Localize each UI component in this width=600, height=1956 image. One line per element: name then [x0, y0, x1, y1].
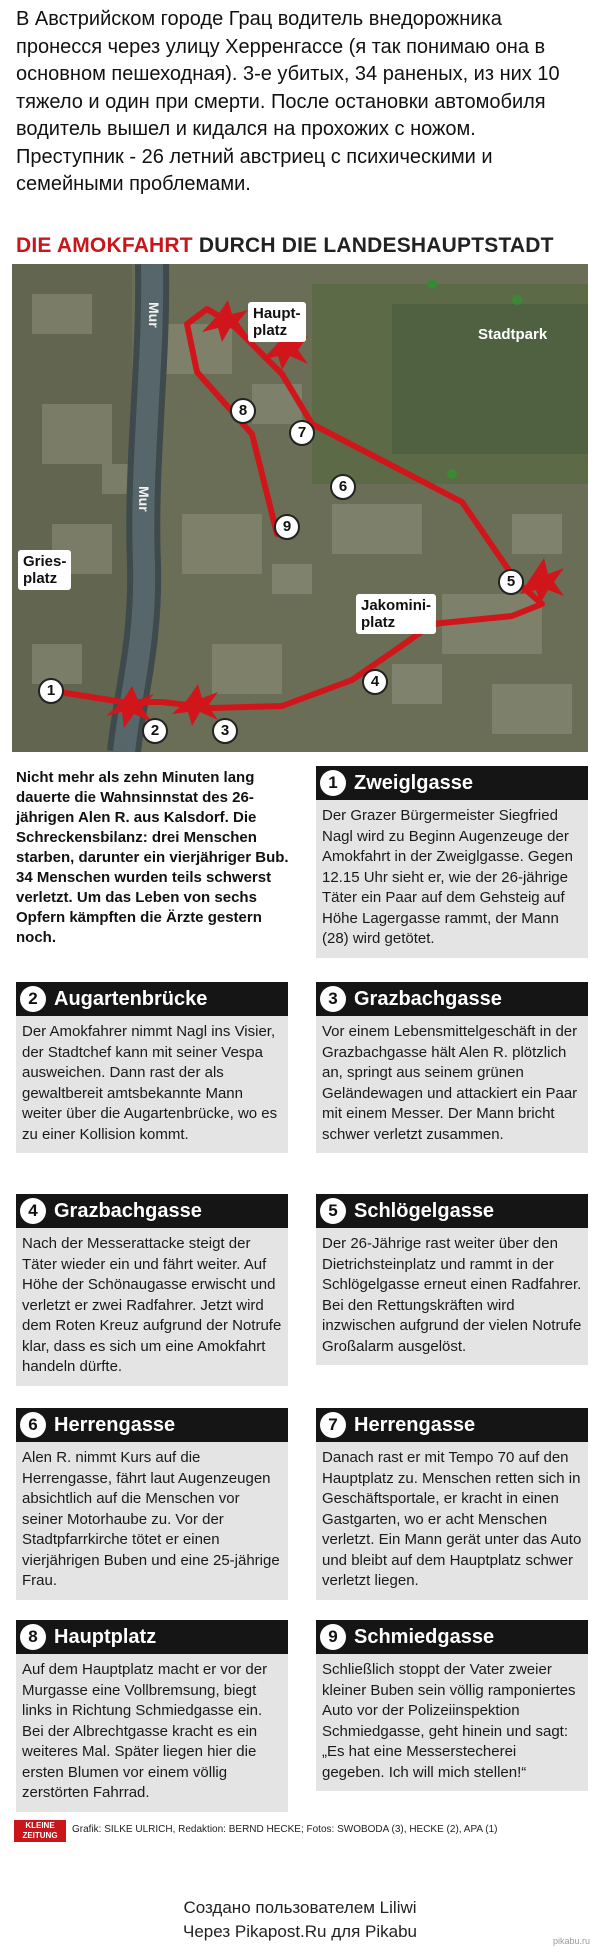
event-title: Augartenbrücke — [54, 988, 208, 1010]
event-box-5 — [316, 1194, 588, 1365]
event-number-badge: 7 — [320, 1412, 346, 1438]
route-map — [12, 264, 588, 752]
event-text: Der Grazer Bürgermeister Siegfried Nagl wird zu Beginn Augenzeuge der Amokfahrt in der Zweiglgasse. Gegen 12.15 Uhr sieht er, wie der 26-jährige Täter ein Paar auf dem Gehsteig auf Höhe Lagergasse rammt, der Mann (28) wird getötet. — [322, 807, 573, 947]
event-box-header — [316, 766, 588, 800]
event-box-header — [16, 982, 288, 1016]
event-box-7 — [316, 1408, 588, 1600]
event-title: Grazbachgasse — [354, 988, 502, 1010]
event-box-header — [16, 1194, 288, 1228]
map-label-griesplatz: Gries- platz — [18, 550, 71, 590]
event-box-header — [16, 1620, 288, 1654]
event-text: Vor einem Lebensmittelgeschäft in der Grazbachgasse hält Alen R. plötzlich an, springt aus seinem grünen Geländewagen und attackiert ein Paar mit einem Messer. Der Mann bricht schwer verletzt zusammen. — [322, 1023, 578, 1143]
event-number-badge: 4 — [20, 1198, 46, 1224]
event-box-3 — [316, 982, 588, 1153]
event-box-8 — [16, 1620, 288, 1812]
river-label-mur-top: Mur — [146, 302, 162, 328]
event-number-badge: 8 — [20, 1624, 46, 1650]
event-number-badge: 2 — [20, 986, 46, 1012]
event-number-badge: 3 — [320, 986, 346, 1012]
credits-text: Grafik: SILKE ULRICH, Redaktion: BERND HECKE; Fotos: SWOBODA (3), HECKE (2), APA (1) — [72, 1824, 498, 1835]
footer-source: Через Pikapost.Ru для Pikabu — [183, 1922, 417, 1941]
event-box-4 — [16, 1194, 288, 1386]
map-stop-8: 8 — [230, 398, 256, 424]
event-text: Nach der Messerattacke steigt der Täter wieder ein und fährt weiter. Auf Höhe der Schönaugasse erwischt und verletzt er zwei Radfahrer. Jetzt wird dem Roten Kreuz aufgrund der Notrufe klar, dass es sich um eine Amokfahrt handeln dürfte. — [22, 1235, 282, 1375]
headline-part1: DIE AMOKFAHRT — [16, 234, 193, 257]
river-label-mur-mid: Mur — [136, 486, 152, 512]
map-stop-9: 9 — [274, 514, 300, 540]
event-box-9 — [316, 1620, 588, 1791]
event-title: Herrengasse — [354, 1414, 476, 1436]
map-label-jakominiplatz: Jakomini- platz — [356, 594, 436, 634]
event-text: Alen R. nimmt Kurs auf die Herrengasse, fährt laut Augenzeugen absichtlich auf die Menschen vor seiner Motorhaube zu. Vor der Stadtpfarrkirche tötet er einen vierjährigen Buben und eine 25-jährige Frau. — [22, 1449, 280, 1589]
kleine-zeitung-logo — [14, 1820, 66, 1842]
map-stop-4: 4 — [362, 669, 388, 695]
logo-line1: KLEINE — [25, 1821, 55, 1830]
map-label-stadtpark: Stadtpark — [478, 326, 548, 343]
event-title: Herrengasse — [54, 1414, 176, 1436]
event-title: Schlögelgasse — [354, 1200, 495, 1222]
event-box-header — [316, 1620, 588, 1654]
infographic — [12, 232, 588, 1842]
credits-bar — [12, 1820, 588, 1842]
event-box-2 — [16, 982, 288, 1153]
map-stop-7: 7 — [289, 420, 315, 446]
map-label-hauptplatz: Haupt- platz — [248, 302, 306, 342]
footer-author: Создано пользователем Liliwi — [183, 1898, 417, 1917]
event-text: Der 26-Jährige rast weiter über den Dietrichsteinplatz und rammt in der Schlögelgasse erneut einen Radfahrer. Bei den Rettungskräften wird inzwischen aufgrund der vielen Notrufe Großalarm ausgelöst. — [322, 1235, 582, 1355]
intro-paragraph: В Австрийском городе Грац водитель внедорожника пронесся через улицу Херренгассе (я так понимаю она в основном пешеходная). 3-е убитых, 34 раненых, из них 10 тяжело и один при смерти. После остановки автомобиля водитель вышел и кидался на прохожих с ножом. Преступник - 26 летний австриец с психическими и семейными проблемами. — [16, 8, 560, 195]
event-number-badge: 5 — [320, 1198, 346, 1224]
event-number-badge: 1 — [320, 770, 346, 796]
event-box-1 — [316, 766, 588, 958]
event-title: Schmiedgasse — [354, 1626, 495, 1648]
map-stop-6: 6 — [330, 474, 356, 500]
headline-part2: DURCH DIE LANDESHAUPTSTADT — [198, 234, 554, 257]
event-text: Der Amokfahrer nimmt Nagl ins Visier, der Stadtchef kann mit seiner Vespa ausweichen. Dann rast der als gewaltbereit amtsbekannte Mann weiter über die Augartenbrücke, wo es zu einer Kollision kommt. — [22, 1023, 278, 1143]
map-stop-3: 3 — [212, 718, 238, 744]
event-text: Auf dem Hauptplatz macht er vor der Murgasse eine Vollbremsung, biegt links in Richtung Schmiedgasse ein. Bei der Albrechtgasse kracht es ein weiteres Mal. Später liegen hier die ersten Blumen vor einem völlig zerstörten Fahrrad. — [22, 1661, 268, 1801]
infographic-headline — [16, 234, 554, 258]
event-box-6 — [16, 1408, 288, 1600]
logo-line2: ZEITUNG — [22, 1831, 58, 1840]
event-box-header — [316, 1408, 588, 1442]
event-box-header — [316, 1194, 588, 1228]
map-stop-1: 1 — [38, 678, 64, 704]
event-text: Danach rast er mit Tempo 70 auf den Hauptplatz zu. Menschen retten sich in Geschäftsportale, er kracht in einen Gastgarten, wo er acht Menschen verletzt. Ein Mann gerät unter das Auto und bleibt auf dem Hauptplatz schwer verletzt liegen. — [322, 1449, 582, 1589]
event-title: Zweiglgasse — [354, 772, 473, 794]
event-box-header — [16, 1408, 288, 1442]
event-number-badge: 6 — [20, 1412, 46, 1438]
event-box-header — [316, 982, 588, 1016]
event-title: Hauptplatz — [54, 1626, 157, 1648]
event-title: Grazbachgasse — [54, 1200, 202, 1222]
event-text: Schließlich stoppt der Vater zweier kleiner Buben sein völlig ramponiertes Auto vor der Polizeiinspektion Schmiedgasse, geht hinein und sagt: „Es hat eine Messerstecherei gegeben. Ich will mich stellen!“ — [322, 1661, 576, 1781]
event-number-badge: 9 — [320, 1624, 346, 1650]
lead-paragraph: Nicht mehr als zehn Minuten lang dauerte die Wahnsinnstat des 26-jährigen Alen R. aus Kalsdorf. Die Schreckensbilanz: drei Menschen starben, darunter ein vierjähriger Bub. 34 Menschen wurden teils schwerst verletzt. Um das Leben von sechs Opfern kämpften die Ärzte gestern noch. — [16, 769, 289, 946]
map-stop-5: 5 — [498, 569, 524, 595]
map-stop-2: 2 — [142, 718, 168, 744]
watermark: pikabu.ru — [552, 1936, 590, 1946]
